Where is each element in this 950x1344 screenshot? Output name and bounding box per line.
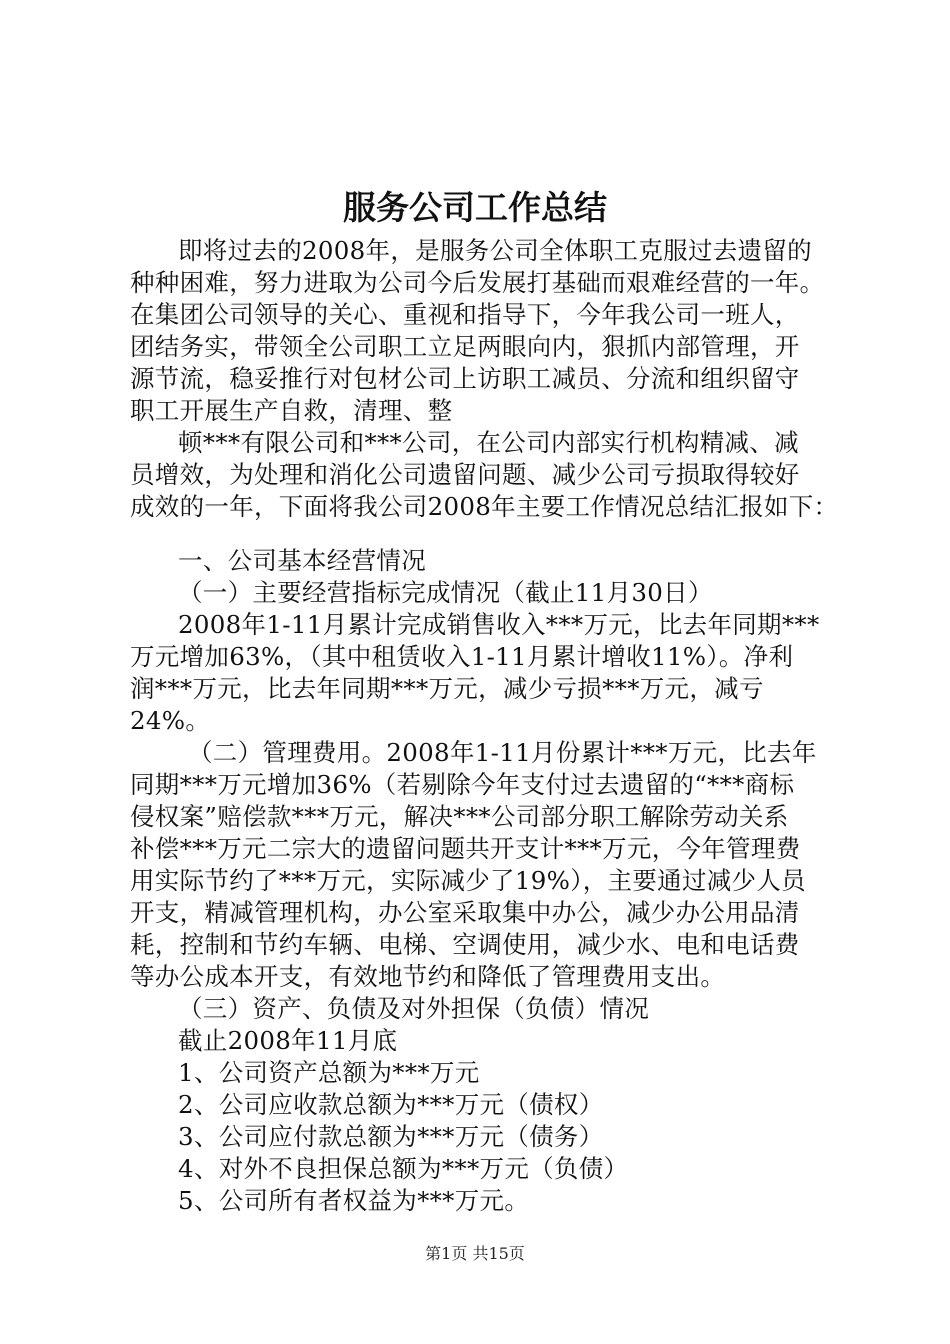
body-line: 员增效，为处理和消化公司遗留问题、减少公司亏损取得较好	[130, 460, 800, 489]
subsection-heading: （一）主要经营指标完成情况（截止11月30日）	[178, 578, 713, 607]
body-line: 即将过去的2008年，是服务公司全体职工克服过去遗留的	[178, 236, 812, 265]
list-item: 2、公司应收款总额为***万元（债权）	[178, 1090, 604, 1119]
list-item: 5、公司所有者权益为***万元。	[178, 1186, 530, 1215]
body-line: 成效的一年，下面将我公司2008年主要工作情况总结汇报如下：	[130, 492, 839, 521]
list-item: 4、对外不良担保总额为***万元（负债）	[178, 1154, 629, 1183]
body-line: 用实际节约了***万元，实际减少了19%），主要通过减少人员	[130, 866, 806, 895]
list-item: 1、公司资产总额为***万元	[178, 1058, 480, 1087]
body-line: 职工开展生产自救，清理、整	[130, 396, 453, 425]
body-line: 侵权案”赔偿款***万元，解决***公司部分职工解除劳动关系	[130, 802, 789, 831]
body-line: 万元增加63%，（其中租赁收入1-11月累计增收11%）。净利	[130, 642, 794, 671]
document-title: 服务公司工作总结	[343, 188, 607, 227]
body-line: 同期***万元增加36%（若剔除今年支付过去遗留的“***商标	[130, 770, 795, 799]
page-number-footer: 第1页 共15页	[425, 1244, 525, 1263]
body-line: 在集团公司领导的关心、重视和指导下，今年我公司一班人，	[130, 300, 800, 329]
list-item: 3、公司应付款总额为***万元（债务）	[178, 1122, 604, 1151]
body-line: 种种困难，努力进取为公司今后发展打基础而艰难经营的一年。	[130, 268, 825, 297]
body-line: 开支，精减管理机构，办公室采取集中办公，减少办公用品清	[130, 898, 800, 927]
body-line: 24%。	[130, 706, 211, 735]
body-line: 耗，控制和节约车辆、电梯、空调使用，减少水、电和电话费	[130, 930, 800, 959]
body-line: 顿***有限公司和***公司，在公司内部实行机构精减、减	[178, 428, 799, 457]
body-line: 团结务实，带领全公司职工立足两眼向内，狠抓内部管理，开	[130, 332, 800, 361]
body-line: 源节流，稳妥推行对包材公司上访职工减员、分流和组织留守	[130, 364, 800, 393]
body-line: 2008年1-11月累计完成销售收入***万元，比去年同期***	[178, 610, 820, 639]
subsection-heading: （二）管理费用。2008年1-11月份累计***万元，比去年	[188, 738, 817, 767]
body-line: 等办公成本开支，有效地节约和降低了管理费用支出。	[130, 962, 726, 991]
subsection-heading: （三）资产、负债及对外担保（负债）情况	[178, 994, 650, 1023]
section-heading: 一、公司基本经营情况	[178, 546, 426, 575]
body-line: 润***万元，比去年同期***万元，减少亏损***万元，减亏	[130, 674, 764, 703]
body-line: 截止2008年11月底	[178, 1026, 398, 1055]
body-line: 补偿***万元二宗大的遗留问题共开支计***万元，今年管理费	[130, 834, 801, 863]
